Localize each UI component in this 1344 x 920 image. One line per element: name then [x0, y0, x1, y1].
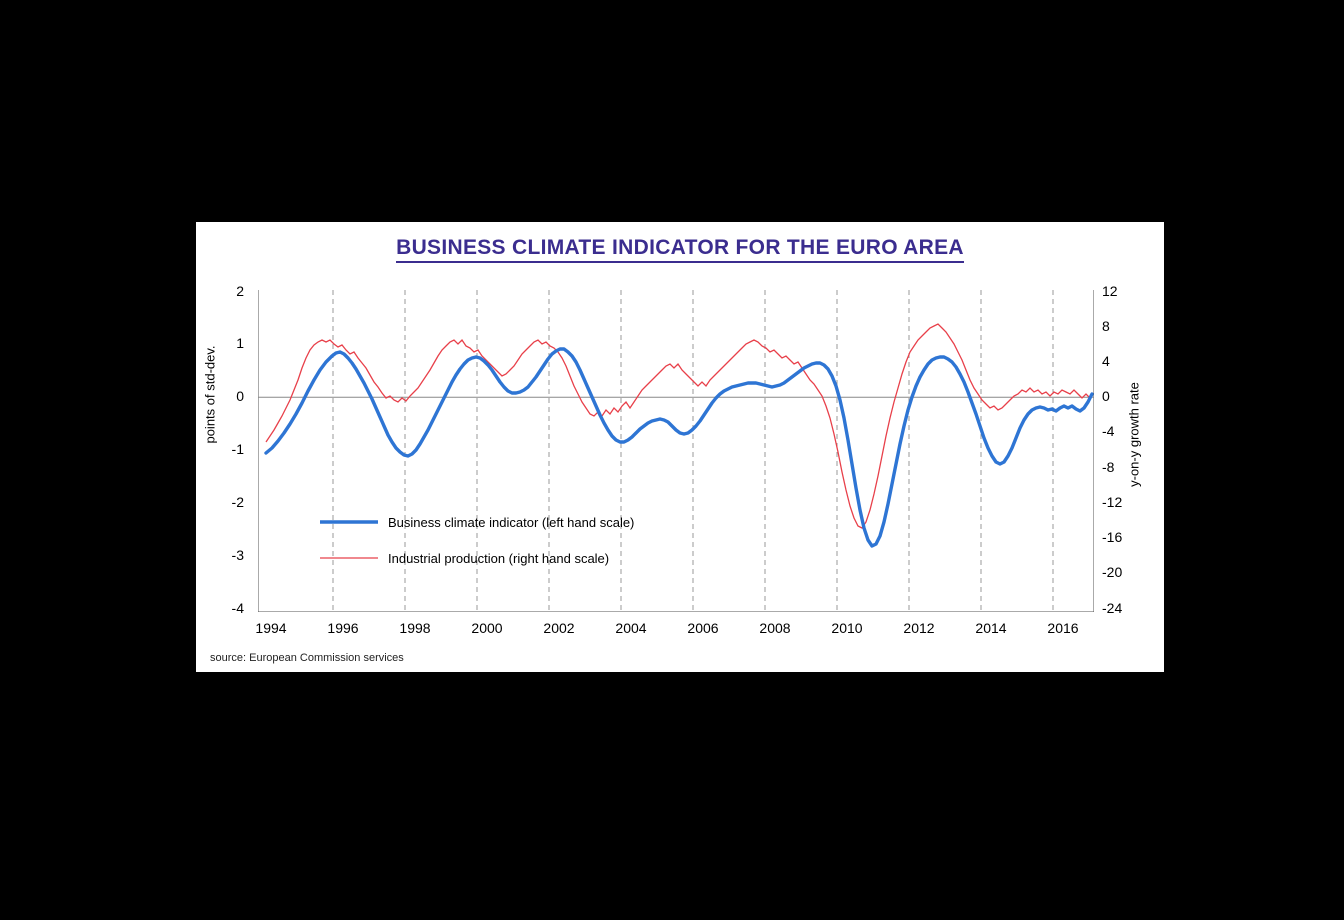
- chart-card: [196, 222, 1164, 672]
- y-tick-right-3: 0: [1102, 388, 1110, 404]
- plot-area: [258, 290, 1094, 612]
- source-note: source: European Commission services: [210, 652, 404, 664]
- chart-title: [196, 236, 1164, 260]
- legend-label-industrial-production: Industrial production (right hand scale): [388, 551, 610, 566]
- y-tick-right-2: 4: [1102, 353, 1110, 369]
- y-tick-left-1: 1: [236, 335, 244, 351]
- y-tick-left-5: -3: [231, 547, 244, 563]
- x-tick-1998: 1998: [399, 620, 431, 636]
- y-tick-right-7: -16: [1102, 529, 1123, 545]
- y-axis-label-left: points of std-dev.: [202, 345, 218, 444]
- x-tick-2016: 2016: [1047, 620, 1079, 636]
- x-tick-2006: 2006: [687, 620, 719, 636]
- y-tick-right-1: 8: [1102, 318, 1110, 334]
- y-tick-right-4: -4: [1102, 423, 1115, 439]
- x-tick-2002: 2002: [543, 620, 575, 636]
- y-tick-right-8: -20: [1102, 564, 1123, 580]
- x-tick-1996: 1996: [327, 620, 359, 636]
- y-axis-label-right: y-on-y growth rate: [1126, 382, 1142, 487]
- y-tick-left-2: 0: [236, 388, 244, 404]
- y-tick-left-4: -2: [231, 494, 244, 510]
- legend: [320, 515, 634, 566]
- y-tick-right-0: 12: [1102, 283, 1118, 299]
- y-tick-right-5: -8: [1102, 459, 1115, 475]
- y-tick-left-3: -1: [231, 441, 244, 457]
- series-industrial-production: [266, 324, 1090, 528]
- y-tick-left-6: -4: [231, 600, 244, 616]
- y-tick-left-0: 2: [236, 283, 244, 299]
- x-tick-2012: 2012: [903, 620, 935, 636]
- legend-label-business-climate: Business climate indicator (left hand scale): [388, 515, 635, 530]
- y-tick-right-6: -12: [1102, 494, 1123, 510]
- x-tick-2010: 2010: [831, 620, 863, 636]
- chart-svg: [258, 290, 1094, 612]
- chart-title-text: BUSINESS CLIMATE INDICATOR FOR THE EURO AREA: [396, 236, 964, 263]
- x-tick-2000: 2000: [471, 620, 503, 636]
- x-tick-2014: 2014: [975, 620, 1007, 636]
- x-tick-1994: 1994: [255, 620, 287, 636]
- y-tick-right-9: -24: [1102, 600, 1123, 616]
- x-tick-2008: 2008: [759, 620, 791, 636]
- x-tick-2004: 2004: [615, 620, 647, 636]
